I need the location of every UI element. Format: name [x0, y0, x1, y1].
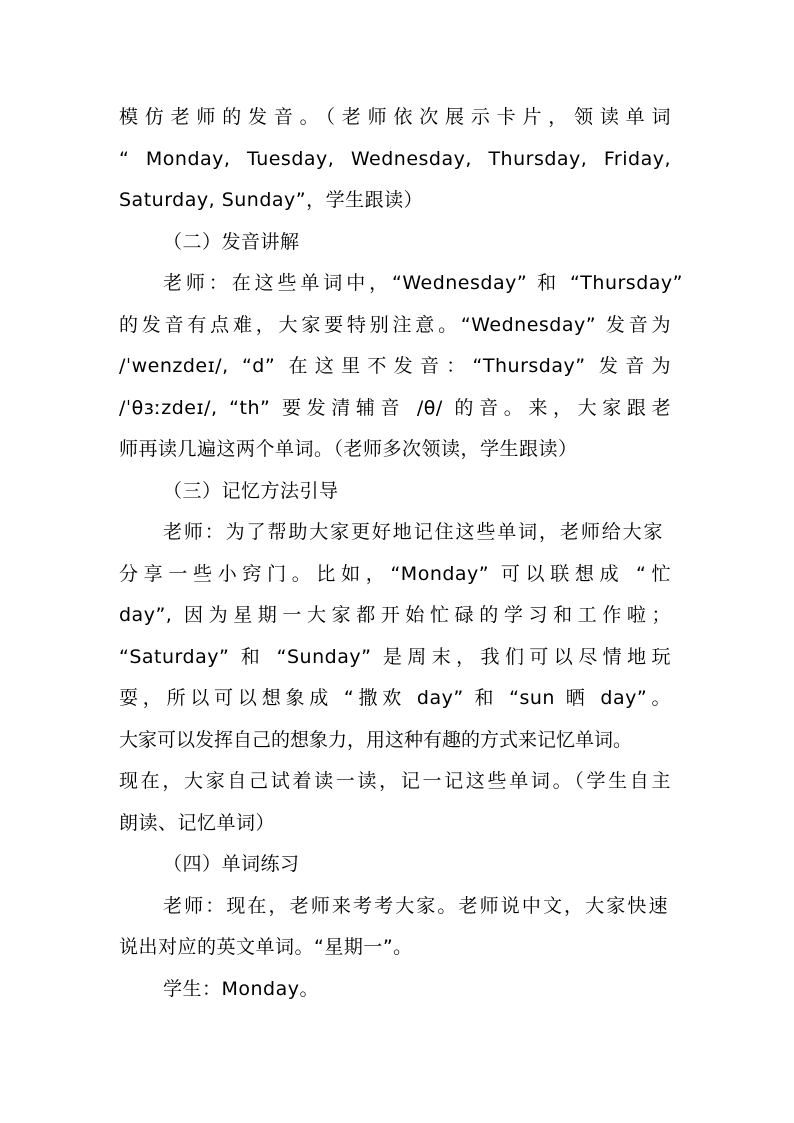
paragraph-line: /ˈwenzdeɪ/, “d” 在这里不发音：“Thursday” 发音为 — [119, 355, 671, 377]
paragraph-line: day”, 因为星期一大家都开始忙碌的学习和工作啦； — [119, 604, 671, 626]
paragraph-line: 的发音有点难，大家要特别注意。“Wednesday” 发音为 — [119, 314, 671, 336]
paragraph-line: “Saturday” 和 “Sunday” 是周末，我们可以尽情地玩 — [119, 646, 671, 668]
paragraph-line: 说出对应的英文单词。“星期一”。 — [119, 936, 413, 958]
paragraph-line: Saturday, Sunday”，学生跟读） — [119, 189, 424, 211]
paragraph-line: 老师：现在，老师来考考大家。老师说中文，大家快速 — [163, 895, 668, 917]
paragraph-line: 朗读、记忆单词） — [119, 812, 276, 834]
paragraph-line: 老师：为了帮助大家更好地记住这些单词，老师给大家 — [163, 521, 663, 543]
section-heading: （四）单词练习 — [163, 853, 300, 875]
section-heading: （三）记忆方法引导 — [163, 480, 339, 502]
paragraph-line: 学生：Monday。 — [163, 978, 320, 1000]
paragraph-line: /ˈθɜːzdeɪ/, “th” 要发清辅音 /θ/ 的音。来，大家跟老 — [119, 397, 671, 419]
section-heading: （二）发音讲解 — [163, 231, 300, 253]
paragraph-line: 师再读几遍这两个单词。（老师多次领读，学生跟读） — [119, 438, 578, 460]
paragraph-line: 大家可以发挥自己的想象力，用这种有趣的方式来记忆单词。 — [119, 729, 633, 751]
paragraph-line: 现在，大家自己试着读一读，记一记这些单词。（学生自主 — [119, 770, 671, 792]
paragraph-line: 模仿老师的发音。（老师依次展示卡片，领读单词 — [119, 106, 671, 128]
paragraph-line: 老师：在这些单词中，“Wednesday” 和 “Thursday” — [163, 272, 683, 294]
paragraph-line: 耍，所以可以想象成 “撒欢 day” 和 “sun 晒 day”。 — [119, 687, 671, 709]
paragraph-line: “ Monday, Tuesday, Wednesday, Thursday, Friday, — [119, 148, 671, 170]
paragraph-line: 分享一些小窍门。比如，“Monday” 可以联想成 “忙 — [119, 563, 671, 585]
